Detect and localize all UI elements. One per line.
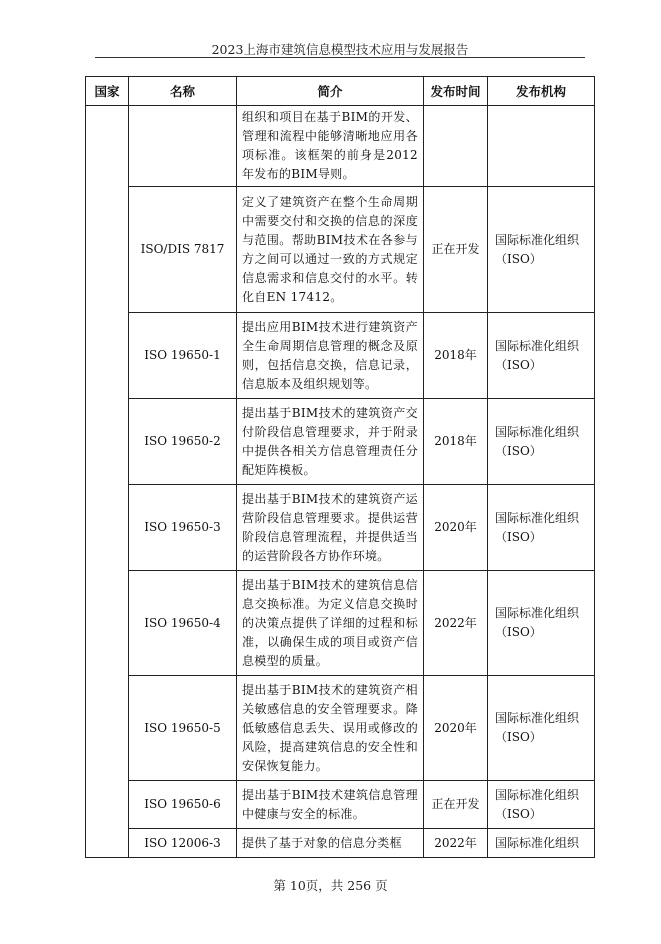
publish-date: 2020年	[424, 485, 488, 571]
publish-date	[424, 106, 488, 187]
table-row	[86, 106, 595, 187]
table-row	[86, 829, 595, 858]
publisher: 国际标准化组织（ISO）	[488, 485, 595, 571]
standard-description: 提出基于BIM技术建筑信息管理中健康与安全的标准。	[237, 781, 424, 829]
standard-description: 提出基于BIM技术的建筑资产相关敏感信息的安全管理要求。降低敏感信息丢失、误用或修改的风险，提高建筑信息的安全性和安保恢复能力。	[237, 676, 424, 781]
publisher: 国际标准化组织（ISO）	[488, 313, 595, 399]
page-footer: 第 10页，共 256 页	[273, 878, 388, 893]
standard-description: 定义了建筑资产在整个生命周期中需要交付和交换的信息的深度与范围。帮助BIM技术在各参与方之间可以通过一致的方式规定信息需求和信息交付的水平。转化自EN 17412。	[237, 187, 424, 313]
publish-date: 正在开发	[424, 781, 488, 829]
standard-name: ISO 19650-1	[129, 313, 237, 399]
standard-name: ISO 12006-3	[129, 829, 237, 858]
table-row	[86, 313, 595, 399]
header-description: 简介	[237, 77, 424, 106]
publish-date: 2018年	[424, 313, 488, 399]
table-row	[86, 485, 595, 571]
publisher: 国际标准化组织（ISO）	[488, 399, 595, 485]
standard-description: 提出应用BIM技术进行建筑资产全生命周期信息管理的概念及原则，包括信息交换，信息记录，信息版本及组织规划等。	[237, 313, 424, 399]
publisher: 国际标准化组织（ISO）	[488, 571, 595, 676]
header-date: 发布时间	[424, 77, 488, 106]
standard-description: 提出基于BIM技术的建筑信息信息交换标准。为定义信息交换时的决策点提供了详细的过程和标准，以确保生成的项目或资产信息模型的质量。	[237, 571, 424, 676]
table-row	[86, 399, 595, 485]
standard-name: ISO 19650-5	[129, 676, 237, 781]
publisher: 国际标准化组织（ISO）	[488, 781, 595, 829]
table-row	[86, 187, 595, 313]
standard-name	[129, 106, 237, 187]
publish-date: 2022年	[424, 829, 488, 858]
publisher	[488, 106, 595, 187]
standard-description: 提出基于BIM技术的建筑资产运营阶段信息管理要求。提供运营阶段信息管理流程，并提供适当的运营阶段各方协作环境。	[237, 485, 424, 571]
header-rule	[95, 57, 585, 58]
publish-date: 2020年	[424, 676, 488, 781]
table-row	[86, 781, 595, 829]
standard-name: ISO/DIS 7817	[129, 187, 237, 313]
standard-name: ISO 19650-3	[129, 485, 237, 571]
country-cell	[86, 106, 129, 858]
standard-description: 组织和项目在基于BIM的开发、管理和流程中能够清晰地应用各项标准。该框架的前身是2012年发布的BIM导则。	[237, 106, 424, 187]
standard-description: 提供了基于对象的信息分类框	[237, 829, 424, 858]
standard-name: ISO 19650-6	[129, 781, 237, 829]
publisher: 国际标准化组织（ISO）	[488, 676, 595, 781]
standard-name: ISO 19650-4	[129, 571, 237, 676]
header-org: 发布机构	[488, 77, 595, 106]
publisher: 国际标准化组织	[488, 829, 595, 858]
header-name: 名称	[129, 77, 237, 106]
page-header: 2023上海市建筑信息模型技术应用与发展报告	[211, 42, 469, 57]
table-row	[86, 571, 595, 676]
publish-date: 正在开发	[424, 187, 488, 313]
publisher: 国际标准化组织（ISO）	[488, 187, 595, 313]
standard-description: 提出基于BIM技术的建筑资产交付阶段信息管理要求，并于附录中提供各相关方信息管理责任分配矩阵模板。	[237, 399, 424, 485]
publish-date: 2022年	[424, 571, 488, 676]
standards-table	[85, 76, 595, 858]
publish-date: 2018年	[424, 399, 488, 485]
table-header-row	[86, 77, 595, 106]
standard-name: ISO 19650-2	[129, 399, 237, 485]
table-row	[86, 676, 595, 781]
header-country: 国家	[86, 77, 129, 106]
